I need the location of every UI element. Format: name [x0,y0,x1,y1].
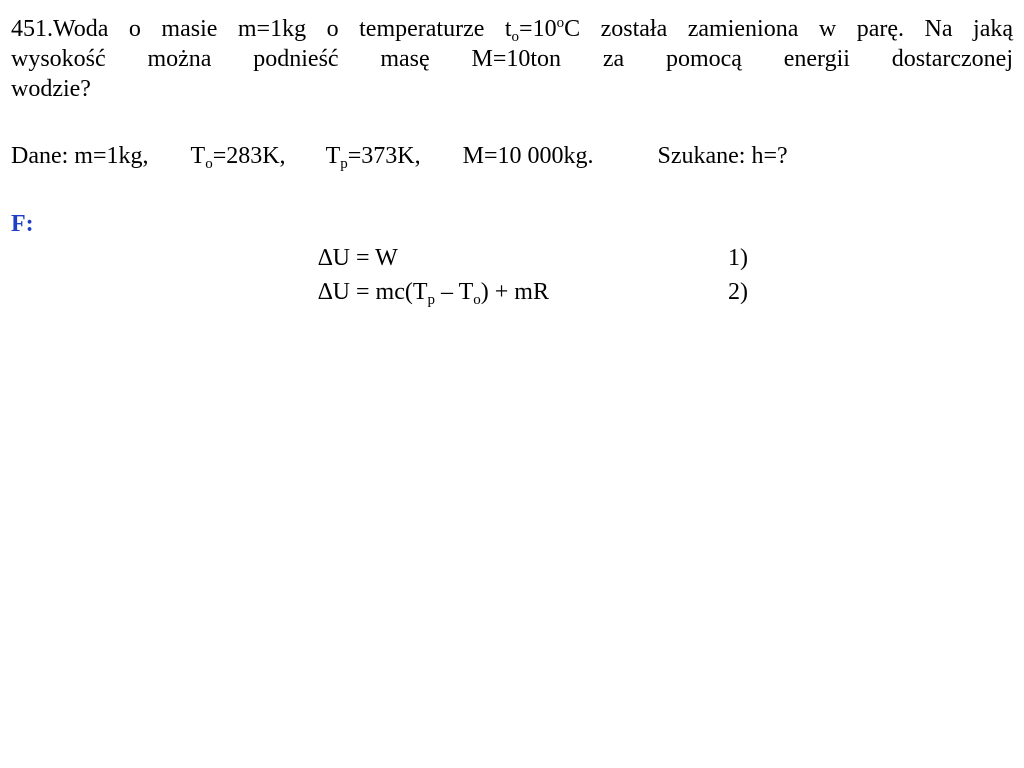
problem-text-2: wysokość można podnieść masę M=10ton za pomocą energii dostarczonej [11,46,1013,72]
problem-statement [11,14,1013,104]
equation-1-number: 1) [728,245,748,271]
problem-text-1b: =10 [519,16,557,42]
problem-number: 451. [11,16,53,42]
problem-text-1a: Woda o masie m=1kg o temperaturze t [53,16,512,42]
given-boiling-temp: $T_p=373K$, [325,143,421,172]
equation-2-number: 2) [728,279,748,305]
degree-superscript: o [556,15,565,31]
sought-quantity: Szukane: h=? [657,143,788,169]
problem-text-3: wodzie? [11,76,91,102]
problem-text-1c: C została zamieniona w parę. Na jaką [564,16,1013,42]
problem-line-1 [11,14,1013,45]
problem-subscript: o [511,29,520,45]
equation-2: $\Delta U = mc(T_p - T_o)$ + mR [318,279,549,308]
given-mass-lifted: M=10 000kg. [462,143,594,169]
problem-line-3 [11,74,1013,104]
equation-1: ∆U = W [318,245,398,271]
formulas-heading: F: [11,211,34,237]
problem-line-2 [11,44,1013,74]
given-mass-water: Dane: m=1kg, [11,143,149,169]
given-data-line [11,141,788,171]
given-initial-temp: $T_o=283K$, [190,143,286,172]
